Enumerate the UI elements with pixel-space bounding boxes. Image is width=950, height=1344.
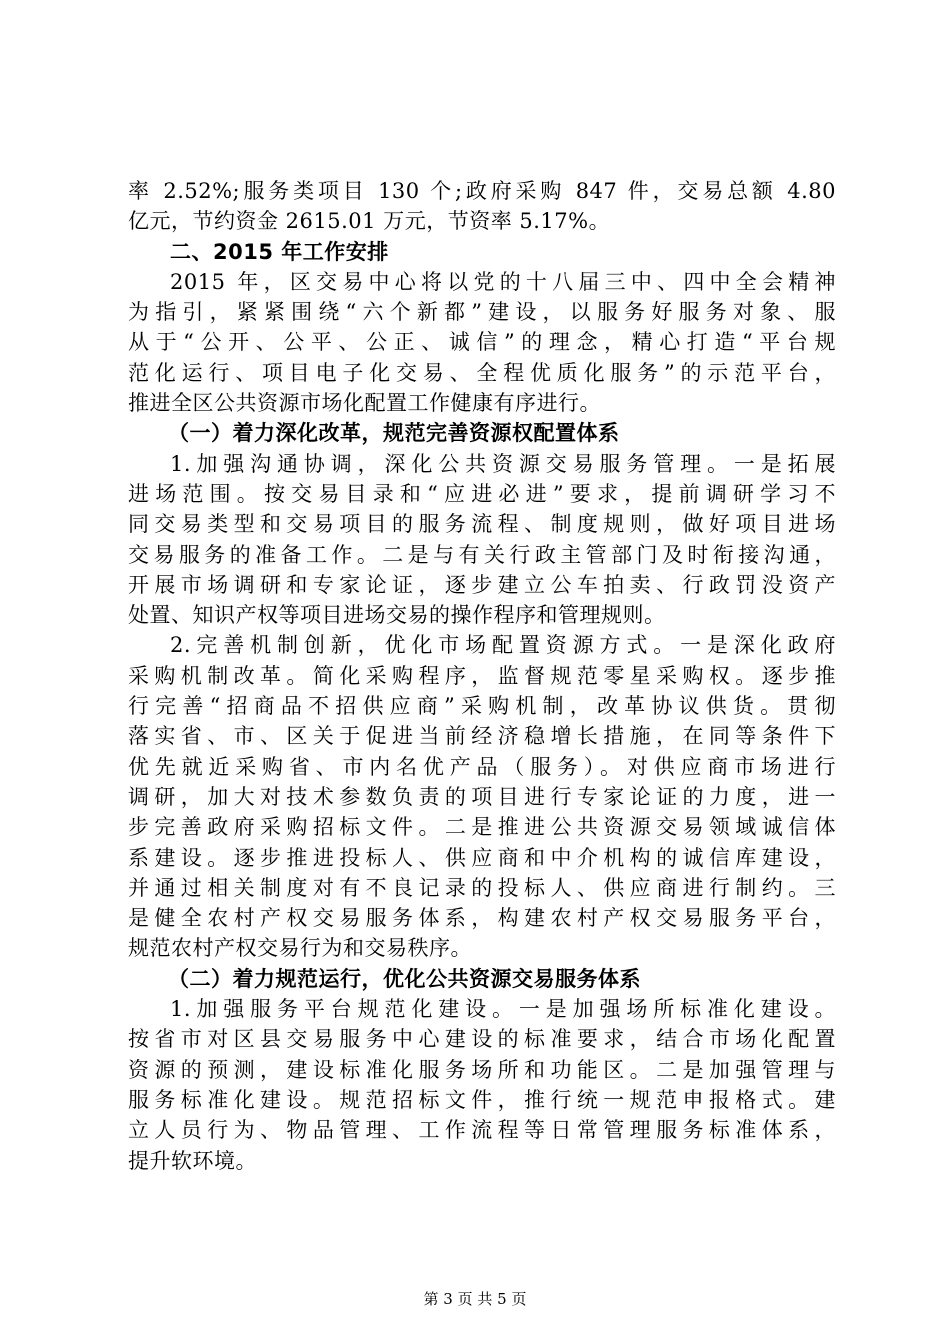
body-text-line: 是健全农村产权交易服务体系，构建农村产权交易服务平台， <box>128 906 836 931</box>
paragraph-last-line: 规范农村产权交易行为和交易秩序。 <box>128 936 472 961</box>
body-text-line: 并通过相关制度对有不良记录的投标人、供应商进行制约。三 <box>128 875 836 900</box>
body-text-line: 范化运行、项目电子化交易、全程优质化服务”的示范平台， <box>128 360 836 385</box>
body-text-line: 落实省、市、区关于促进当前经济稳增长措施，在同等条件下 <box>128 724 836 749</box>
body-text-line: 服务标准化建设。规范招标文件，推行统一规范申报格式。建 <box>128 1087 836 1112</box>
subsection-heading: （二）着力规范运行，优化公共资源交易服务体系 <box>168 966 641 991</box>
paragraph-last-line: 推进全区公共资源市场化配置工作健康有序进行。 <box>128 391 601 416</box>
subsection-heading: （一）着力深化改革，规范完善资源权配置体系 <box>168 421 620 446</box>
body-text-line: 采购机制改革。简化采购程序，监督规范零星采购权。逐步推 <box>128 663 836 688</box>
body-text-line: 立人员行为、物品管理、工作流程等日常管理服务标准体系， <box>128 1118 836 1143</box>
paragraph-last-line: 亿元，节约资金 2615.01 万元，节资率 5.17%。 <box>128 209 611 234</box>
paragraph-first-line: 1.加强服务平台规范化建设。一是加强场所标准化建设。 <box>170 997 836 1022</box>
body-text-line: 调研，加大对技术参数负责的项目进行专家论证的力度，进一 <box>128 784 836 809</box>
body-text-line: 行完善“招商品不招供应商”采购机制，改革协议供货。贯彻 <box>128 694 836 719</box>
body-text-line: 优先就近采购省、市内名优产品（服务）。对供应商市场进行 <box>128 754 836 779</box>
paragraph-last-line: 提升软环境。 <box>128 1148 257 1173</box>
body-text-line: 进场范围。按交易目录和“应进必进”要求，提前调研学习不 <box>128 481 836 506</box>
body-text-line: 资源的预测，建设标准化服务场所和功能区。二是加强管理与 <box>128 1057 836 1082</box>
body-text-line: 从于“公开、公平、公正、诚信”的理念，精心打造“平台规 <box>128 330 836 355</box>
section-heading: 二、2015 年工作安排 <box>170 239 389 264</box>
body-text-line: 率 2.52%;服务类项目 130 个;政府采购 847 件，交易总额 4.80 <box>128 179 836 203</box>
paragraph-first-line: 2015 年，区交易中心将以党的十八届三中、四中全会精神 <box>170 269 836 294</box>
body-text-line: 按省市对区县交易服务中心建设的标准要求，结合市场化配置 <box>128 1027 836 1052</box>
body-text-line: 同交易类型和交易项目的服务流程、制度规则，做好项目进场 <box>128 512 836 537</box>
body-text-line: 系建设。逐步推进投标人、供应商和中介机构的诚信库建设， <box>128 845 836 870</box>
paragraph-first-line: 1.加强沟通协调，深化公共资源交易服务管理。一是拓展 <box>170 451 836 476</box>
document-body <box>128 176 836 1176</box>
page-footer: 第 3 页 共 5 页 <box>423 1290 527 1308</box>
paragraph-last-line: 处置、知识产权等项目进场交易的操作程序和管理规则。 <box>128 603 666 628</box>
body-text-line: 为指引，紧紧围绕“六个新都”建设，以服务好服务对象、服 <box>128 300 836 325</box>
body-text-line: 开展市场调研和专家论证，逐步建立公车拍卖、行政罚没资产 <box>128 572 836 597</box>
body-text-line: 交易服务的准备工作。二是与有关行政主管部门及时衔接沟通， <box>128 542 836 567</box>
paragraph-first-line: 2.完善机制创新，优化市场配置资源方式。一是深化政府 <box>170 633 836 658</box>
body-text-line: 步完善政府采购招标文件。二是推进公共资源交易领域诚信体 <box>128 815 836 840</box>
